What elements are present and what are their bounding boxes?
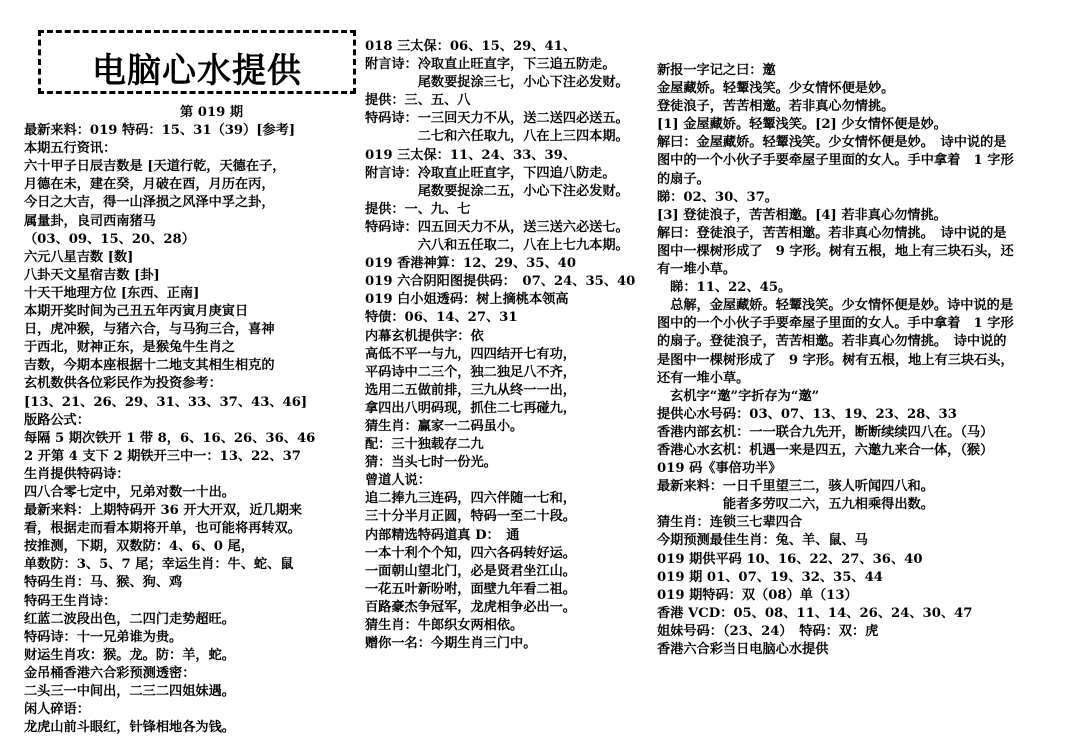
- text-line: 十天干地理方位 [东西、正南]: [24, 285, 200, 301]
- text-line: 看，根据走而看本期将开单，也可能将再转双。: [24, 521, 301, 537]
- text-line: 龙虎山前斗眼红，针锋相地各为钱。: [24, 720, 235, 736]
- text-line: 一本十利个个知，四六各码转好运。: [365, 545, 576, 561]
- text-line: 提供：一、九、七: [365, 201, 471, 217]
- text-line: 闲人碎语：: [24, 702, 90, 718]
- text-line: [3] 登徒浪子，苦苦相邀。[4] 若非真心勿情挑。: [657, 207, 947, 223]
- text-line: 玄机数供各位彩民作为投资参考：: [24, 376, 222, 392]
- text-line: 猜生肖：赢家一二码虽小。: [365, 418, 524, 434]
- column-middle: [365, 38, 635, 653]
- text-line: 本期开奖时间为己丑五年丙寅月庚寅日: [24, 304, 249, 320]
- text-line: 尾数要捉涂三七，小心下注必发财。: [365, 75, 629, 91]
- text-line: 六八和五任取二，八在上七九本期。: [365, 238, 629, 254]
- page-title: 电脑心水提供: [92, 51, 302, 91]
- text-line: 拿四出八明码现，抓住二七再碰九，: [365, 400, 576, 416]
- text-line: 本期五行资讯：: [24, 141, 117, 157]
- text-line: 特码生肖：马、猴、狗、鸡: [24, 575, 183, 591]
- text-line: 特码诗：四五回天力不从，送三送六必送七。: [365, 219, 629, 235]
- text-line: 日，虎冲猴，与猪六合，与马狗三合，喜神: [24, 322, 275, 338]
- text-line: 内部精选特码道真 D： 通: [365, 527, 520, 543]
- column-left: [24, 104, 315, 737]
- text-line: 二头三一中间出，二三二四姐妹遇。: [24, 684, 235, 699]
- text-line: 三十分半月正圆，特码一至二十段。: [365, 509, 576, 525]
- text-line: 按推测，下期，双数防：4、6、0 尾，: [24, 539, 254, 555]
- text-line: 最新来料：上期特码开 36 开大开双，近几期来: [24, 503, 303, 519]
- text-line: 图中一棵树形成了 9 字形。树有五根，地上有三块石头，还: [657, 243, 1014, 259]
- text-line: 一面朝山望北门，必是贤君坐江山。: [365, 563, 576, 579]
- text-line: 018 三太保：06、15、29、41、: [365, 39, 577, 54]
- text-line: 四八合零七定中，兄弟对数一十出。: [24, 484, 235, 500]
- text-line: 特码王生肖诗：: [24, 593, 117, 609]
- text-line: 玄机字“邀”字折存为“邀”: [657, 388, 820, 404]
- text-line: 配：三十独载存二九: [365, 437, 484, 453]
- text-line: 赠你一名：今期生肖三门中。: [365, 636, 537, 652]
- text-line: 019 香港神算：12、29、35、40: [365, 256, 577, 272]
- text-line: 六十甲子日辰吉数是 [天道行乾，天德在子，: [24, 159, 286, 175]
- text-line: 金屋藏娇。轻颦浅笑。少女情怀便是妙。: [657, 81, 895, 97]
- text-line: 019 六合阴阳图提供码： 07、24、35、40: [365, 274, 636, 290]
- text-line: 香港 VCD：05、08、11、14、26、24、30、47: [657, 605, 973, 621]
- text-line: 附言诗：冷取直止旺直字，下三追五防走。: [365, 57, 616, 73]
- text-line: 总解，金屋藏娇。轻颦浅笑。少女情怀便是妙。诗中说的是: [657, 298, 1014, 314]
- text-line: 猜生肖：牛郎织女两相依。: [365, 618, 524, 633]
- text-line: 019 期供平码 10、16、22、27、36、40: [657, 551, 923, 567]
- text-line: 019 期特码：双（08）单（13）: [657, 587, 858, 603]
- text-line: 019 三太保：11、24、33、39、: [365, 147, 577, 163]
- text-line: 解曰：登徒浪子，苦苦相邀。若非真心勿情挑。 诗中说的是: [657, 225, 1007, 241]
- text-line: 的扇子。: [657, 171, 710, 187]
- text-line: 最新来料：019 特码：15、31（39）[参考]: [24, 123, 296, 139]
- text-line: 睇：02、30、37。: [657, 189, 778, 205]
- text-line: 尾数要捉涂二五，小心下注必发财。: [365, 183, 629, 199]
- text-line: 月德在未，建在癸，月破在酉，月历在丙，: [24, 177, 275, 193]
- text-line: 2 开第 4 支下 2 期铁开三中一：13、22、37: [24, 448, 301, 464]
- text-line: 解曰：金屋藏娇。轻颦浅笑。少女情怀便是妙。 诗中说的是: [657, 135, 1007, 151]
- text-line: 二七和六任取九，八在上三四本期。: [365, 129, 629, 145]
- text-line: 平码诗中二三个，独二独足八不齐，: [365, 364, 576, 380]
- text-line: 金吊桶香港六合彩预测透密：: [24, 665, 196, 681]
- text-line: （03、09、15、20、28）: [24, 231, 195, 247]
- text-line: 附言诗：冷取直止旺直字，下四追八防走。: [365, 165, 616, 181]
- text-line: 财运生肖攻：猴。龙。防：羊，蛇。: [24, 647, 235, 663]
- text-line: 香港内部玄机：一一联合九先开，断断续续四八在。（马）: [657, 424, 994, 440]
- text-line: 特债：06、14、27、31: [365, 310, 518, 326]
- text-line: 睇：11、22、45。: [657, 280, 792, 296]
- text-line: 特码诗：十一兄弟谁为贵。: [24, 629, 183, 645]
- text-line: 香港六合彩当日电脑心水提供: [657, 642, 829, 657]
- text-line: 单数防：3、5、7 尾；幸运生肖：牛、蛇、鼠: [24, 557, 294, 573]
- text-line: 追二捧九三连码，四六伴随一七和，: [365, 491, 576, 507]
- text-line: 特码诗：一三回天力不从，送二送四必送五。: [365, 111, 629, 127]
- text-line: [13、21、26、29、31、33、37、43、46]: [24, 394, 308, 410]
- text-line: 019 码《事倍功半》: [657, 461, 782, 477]
- text-line: 八卦天文星宿吉数 [卦]: [24, 267, 160, 283]
- text-line: 属量卦，良司西南猪马: [24, 213, 156, 229]
- text-line: 有一堆小草。: [657, 262, 737, 278]
- text-line: 香港心水玄机：机遇一来是四五，六邀九来合一体，（猴）: [657, 442, 994, 458]
- text-line: 生肖提供特码诗：: [24, 466, 130, 482]
- column-right: [657, 62, 1014, 659]
- text-line: 第 019 期: [180, 105, 244, 120]
- text-line: 是图中一棵树形成了 9 字形。树有五根，地上有三块石头，: [657, 352, 1014, 368]
- text-line: 六元八星吉数 [数]: [24, 249, 134, 265]
- text-line: 每隔 5 期次铁开 1 带 8，6、16、26、36、46: [24, 430, 316, 446]
- text-line: 019 期 01、07、19、32、35、44: [657, 569, 883, 585]
- text-line: 猜生肖：连锁三七辈四合: [657, 515, 803, 531]
- text-line: 猜：当头七时一份光。: [365, 455, 497, 471]
- text-line: 版路公式：: [24, 412, 90, 428]
- text-line: 还有一堆小草。: [657, 370, 750, 386]
- text-line: 一花五叶新吩咐，面壁九年看二祖。: [365, 581, 576, 597]
- text-line: 提供：三、五、八: [365, 93, 471, 109]
- text-line: 曾道人说：: [365, 473, 431, 489]
- text-line: 高低不平一与九，四四结开七有功，: [365, 346, 576, 362]
- text-line: 新报一字记之曰：邀: [657, 63, 776, 78]
- text-line: 今日之大吉，得一山泽损之风泽中孚之卦，: [24, 195, 275, 211]
- text-line: 红蓝二波段出色，二四门走势超旺。: [24, 611, 235, 627]
- text-line: 姐妹号码：（23、24） 特码：双：虎: [657, 623, 879, 639]
- title-box: [38, 30, 356, 94]
- text-line: 内幕玄机提供字：依: [365, 328, 484, 344]
- text-line: 选用二五做前排，三九从终一一出，: [365, 382, 576, 398]
- text-line: 于西北，财神正东，是猴兔牛生肖之: [24, 340, 235, 356]
- text-line: [1] 金屋藏娇。轻颦浅笑。[2] 少女情怀便是妙。: [657, 117, 947, 133]
- text-line: 能者多劳叹二六，五九相乘得出数。: [657, 497, 934, 513]
- text-line: 最新来料：一日千里望三二，骇人听闻四八和。: [657, 479, 934, 495]
- text-line: 吉数，今期本座根据十二地支其相生相克的: [24, 358, 275, 374]
- text-line: 的扇子。登徒浪子，苦苦相邀。若非真心勿情挑。 诗中说的: [657, 334, 1007, 350]
- text-line: 图中的一个小伙子手要牵屋子里面的女人。手中拿着 1 字形: [657, 316, 1014, 332]
- text-line: 019 白小姐透码：树上摘桃本领高: [365, 292, 569, 308]
- text-line: 今期预测最佳生肖：兔、羊、鼠、马: [657, 533, 868, 549]
- text-line: 登徒浪子，苦苦相邀。若非真心勿情挑。: [657, 99, 895, 115]
- text-line: 百路豪杰争冠军，龙虎相争必出一。: [365, 599, 576, 615]
- text-line: 图中的一个小伙子手要牵屋子里面的女人。手中拿着 1 字形: [657, 153, 1014, 169]
- text-line: 提供心水号码：03、07、13、19、23、28、33: [657, 406, 957, 422]
